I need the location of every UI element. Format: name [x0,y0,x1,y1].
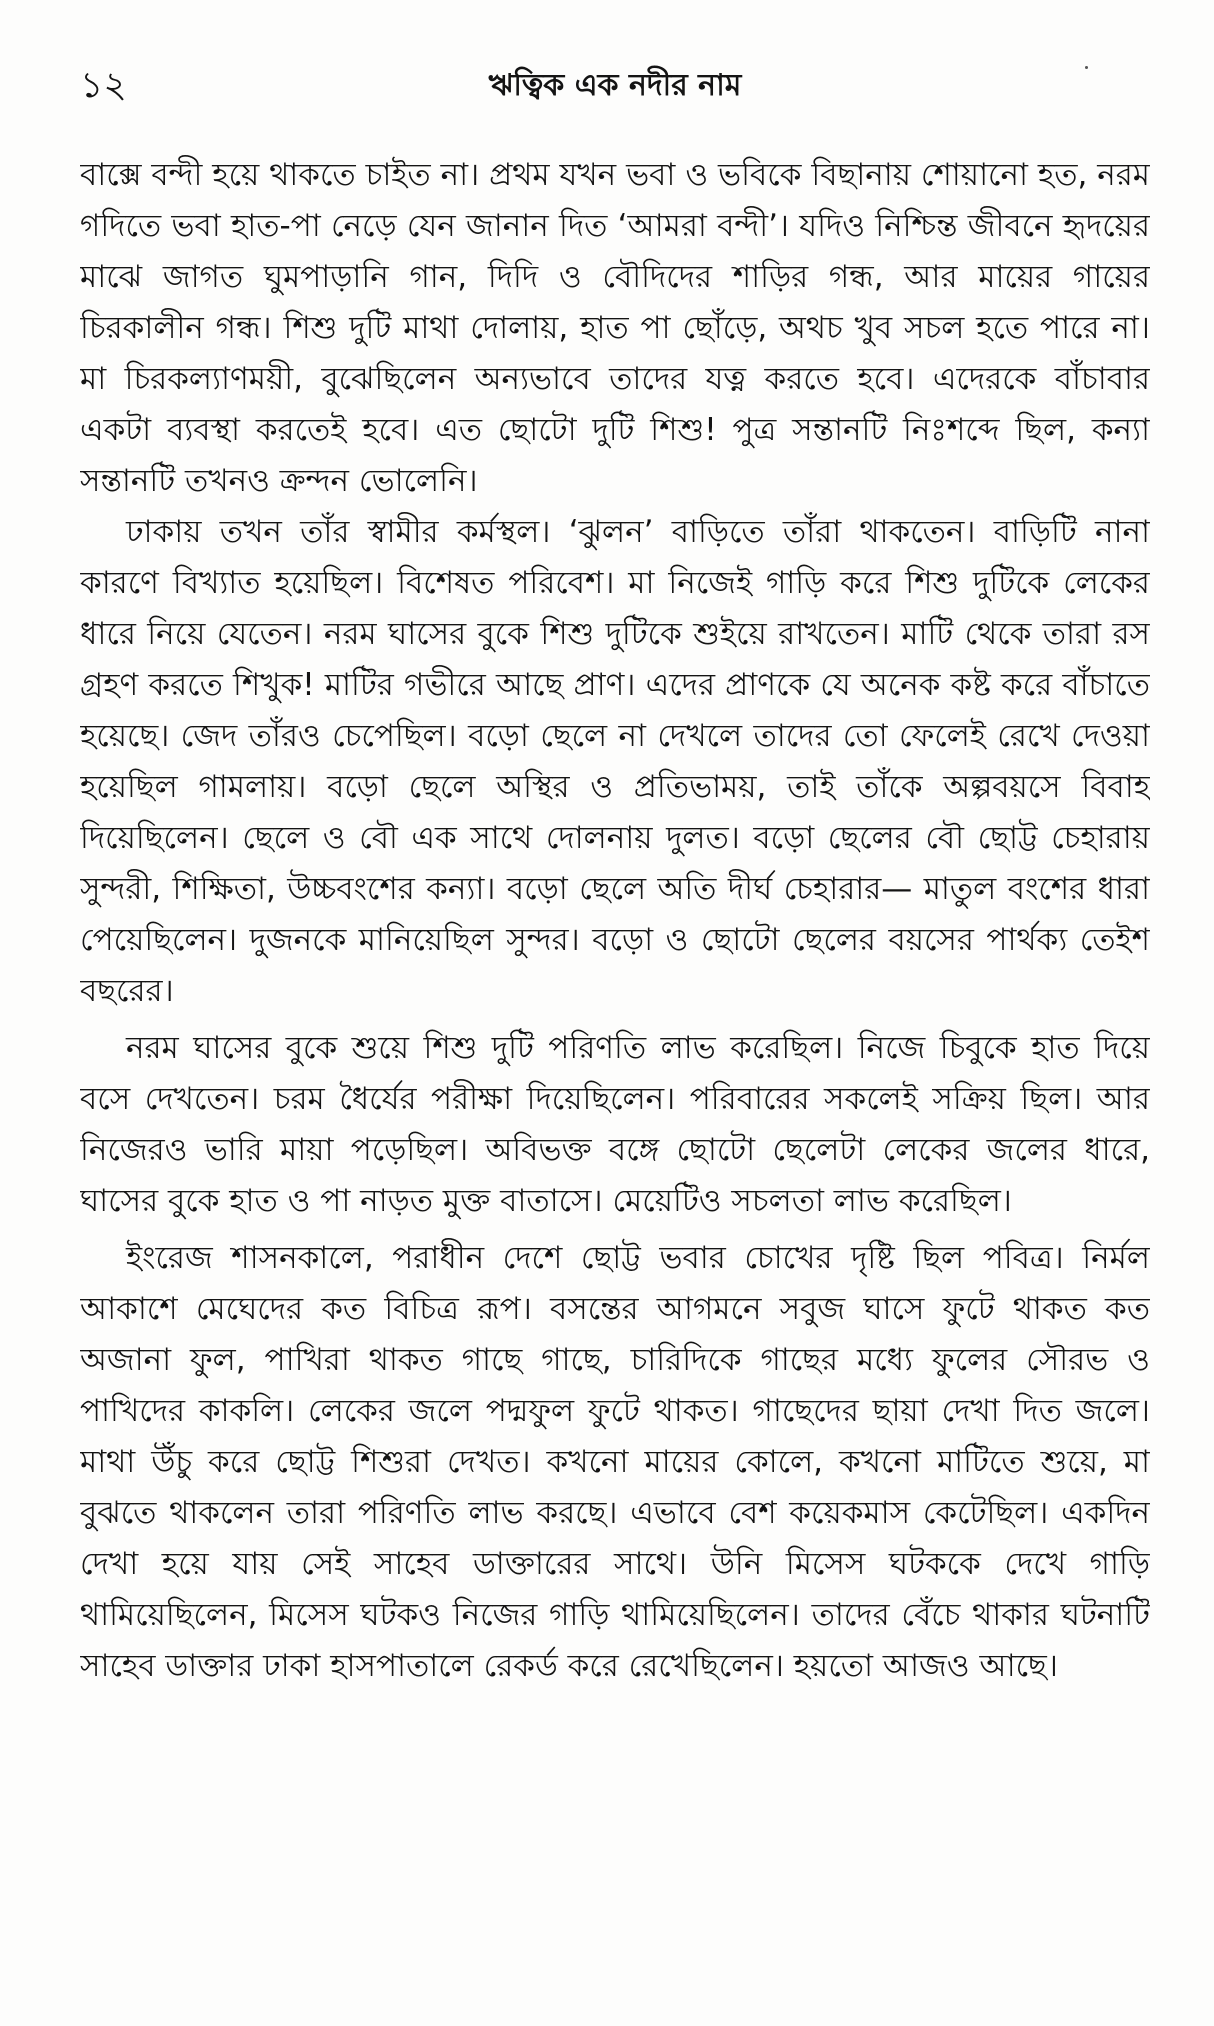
print-speck [1085,66,1088,69]
paragraph-2: ঢাকায় তখন তাঁর স্বামীর কর্মস্থল। ‘ঝুলন’ বাড়িতে তাঁরা থাকতেন। বাড়িটি নানা কারণে বিখ্যাত হয়েছিল। বিশেষত পরিবেশ। মা নিজেই গাড়ি করে শিশু দুটিকে লেকের ধারে নিয়ে যেতেন। নরম ঘাসের বুকে শিশু দুটিকে শুইয়ে রাখতেন। মাটি থেকে তারা রস গ্রহণ করতে শিখুক! মাটির গভীরে আছে প্রাণ। এদের প্রাণকে যে অনেক কষ্ট করে বাঁচাতে হয়েছে। জেদ তাঁরও চেপেছিল। বড়ো ছেলে না দেখলে তাদের তো ফেলেই রেখে দেওয়া হয়েছিল গামলায়। বড়ো ছেলে অস্থির ও প্রতিভাময়, তাই তাঁকে অল্পবয়সে বিবাহ দিয়েছিলেন। ছেলে ও বৌ এক সাথে দোলনায় দুলত। বড়ো ছেলের বৌ ছোট্ট চেহারায় সুন্দরী, শিক্ষিতা, উচ্চবংশের কন্যা। বড়ো ছেলে অতি দীর্ঘ চেহারার— মাতুল বংশের ধারা পেয়েছিলেন। দুজনকে মানিয়েছিল সুন্দর। বড়ো ও ছোটো ছেলের বয়সের পার্থক্য তেইশ বছরের। [80,514,1150,1009]
page-header [80,56,1150,116]
body-text [80,150,1150,1990]
page-number: ১২ [80,65,127,106]
paragraph-3: নরম ঘাসের বুকে শুয়ে শিশু দুটি পরিণতি লাভ করেছিল। নিজে চিবুকে হাত দিয়ে বসে দেখতেন। চরম ধৈর্যের পরীক্ষা দিয়েছিলেন। পরিবারের সকলেই সক্রিয় ছিল। আর নিজেরও ভারি মায়া পড়েছিল। অবিভক্ত বঙ্গে ছোটো ছেলেটা লেকের জলের ধারে, ঘাসের বুকে হাত ও পা নাড়ত মুক্ত বাতাসে। মেয়েটিও সচলতা লাভ করেছিল। [80,1030,1150,1219]
paragraph-1: বাক্সে বন্দী হয়ে থাকতে চাইত না। প্রথম যখন ভবা ও ভবিকে বিছানায় শোয়ানো হত, নরম গদিতে ভবা হাত-পা নেড়ে যেন জানান দিত ‘আমরা বন্দী’। যদিও নিশ্চিন্ত জীবনে হৃদয়ের মাঝে জাগত ঘুমপাড়ানি গান, দিদি ও বৌদিদের শাড়ির গন্ধ, আর মায়ের গায়ের চিরকালীন গন্ধ। শিশু দুটি মাথা দোলায়, হাত পা ছোঁড়ে, অথচ খুব সচল হতে পারে না। মা চিরকল্যাণময়ী, বুঝেছিলেন অন্যভাবে তাদের যত্ন করতে হবে। এদেরকে বাঁচাবার একটা ব্যবস্থা করতেই হবে। এত ছোটো দুটি শিশু! পুত্র সন্তানটি নিঃশব্দে ছিল, কন্যা সন্তানটি তখনও ক্রন্দন ভোলেনি। [80,157,1150,499]
running-title: ঋত্বিক এক নদীর নাম [488,68,742,103]
paragraph-4: ইংরেজ শাসনকালে, পরাধীন দেশে ছোট্ট ভবার চোখের দৃষ্টি ছিল পবিত্র। নির্মল আকাশে মেঘেদের কত বিচিত্র রূপ। বসন্তের আগমনে সবুজ ঘাসে ফুটে থাকত কত অজানা ফুল, পাখিরা থাকত গাছে গাছে, চারিদিকে গাছের মধ্যে ফুলের সৌরভ ও পাখিদের কাকলি। লেকের জলে পদ্মফুল ফুটে থাকত। গাছেদের ছায়া দেখা দিত জলে। মাথা উঁচু করে ছোট্ট শিশুরা দেখত। কখনো মায়ের কোলে, কখনো মাটিতে শুয়ে, মা বুঝতে থাকলেন তারা পরিণতি লাভ করছে। এভাবে বেশ কয়েকমাস কেটেছিল। একদিন দেখা হয়ে যায় সেই সাহেব ডাক্তারের সাথে। উনি মিসেস ঘটককে দেখে গাড়ি থামিয়েছিলেন, মিসেস ঘটকও নিজের গাড়ি থামিয়েছিলেন। তাদের বেঁচে থাকার ঘটনাটি সাহেব ডাক্তার ঢাকা হাসপাতালে রেকর্ড করে রেখেছিলেন। হয়তো আজও আছে। [80,1240,1150,1684]
